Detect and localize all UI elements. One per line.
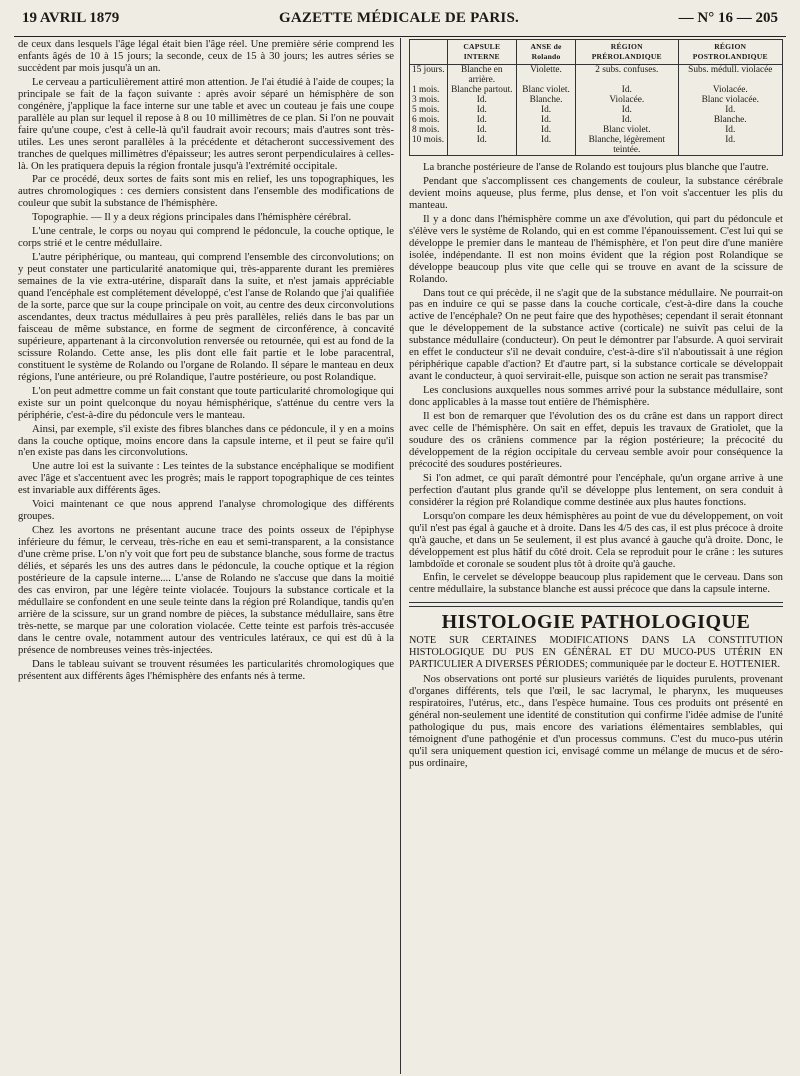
table-cell: Id.: [447, 115, 516, 125]
table-cell: Id.: [517, 115, 576, 125]
paragraph: Il y a donc dans l'hémisphère comme un axe d'évolution, qui part du pédoncule et s'élève vers le système de Rolando, qui en est comme l'épanouissement. C'est lui qui se développe le premier dans le manteau de l'hémisphère, et l'on peut dire d'une manière isolée, indépendante. Il est non moins évident que la région post Rolandique se développe beaucoup plus vite que celle qui se trouve en avant de la scissure de Rolando.: [409, 213, 783, 285]
table-cell: Id.: [447, 135, 516, 156]
paragraph: Le cerveau a particulièrement attiré mon attention. Je l'ai étudié à l'aide de coupes; la principale se fait de la façon suivante : après avoir séparé un hémisphère de son congénère, j'applique la face interne sur une table et avec un couteau je fais une coupe parallèle au plan sur lequel il repose à 8 ou 10 millimètres de ce plan. Si l'on ne pouvait faire qu'une coupe, c'est à celle-là qu'il faudrait avoir recours; mais d'autres sont très-utiles. Les unes seront parallèles à la précédente et détacheront successivement des tranches de quelques millimètres d'épaisseur; les autres seront perpendiculaires à celles-là. On les pratiquera depuis la région frontale jusqu'à l'extrémité occipitale.: [18, 76, 394, 172]
column-divider: [400, 38, 401, 1074]
paragraph: Si l'on admet, ce qui paraît démontré pour l'encéphale, qu'un organe arrive à une perfection d'autant plus grande qu'il se développe plus lentement, on sera conduit à considérer la région pré Rolandique comme destinée aux plus hautes fonctions.: [409, 472, 783, 508]
paragraph: Les conclusions auxquelles nous sommes arrivé pour la substance médullaire, sont donc applicables à la masse tout entière de l'hémisphère.: [409, 385, 783, 409]
table-cell: Blanche.: [678, 115, 783, 125]
table-header: CAPSULE INTERNE: [447, 40, 516, 65]
paragraph: Pendant que s'accomplissent ces changements de couleur, la substance cérébrale devient moins aqueuse, plus ferme, plus dense, et l'on voit s'accentuer les plis du manteau.: [409, 175, 783, 211]
table-cell: 15 jours.: [410, 65, 448, 86]
paragraph: Voici maintenant ce que nous apprend l'analyse chromologique des différents groupes.: [18, 499, 394, 523]
table-header: [410, 40, 448, 65]
paragraph: Par ce procédé, deux sortes de faits sont mis en relief, les uns topographiques, les autres chromologiques : ces derniers consistent dans l'ensemble des modifications de couleur que subit la substance de l'hémisphère.: [18, 174, 394, 210]
table-row: [410, 125, 783, 135]
right-column: [409, 39, 783, 772]
table-cell: Id.: [447, 95, 516, 105]
paragraph: Enfin, le cervelet se développe beaucoup plus rapidement que le cerveau. Dans son centre médullaire, la substance blanche est aussi précoce que dans la capsule interne.: [409, 572, 783, 596]
paragraph: Dans le tableau suivant se trouvent résumées les particularités chromologiques que présentent aux différents âges l'hémisphère des enfants nés à terme.: [18, 658, 394, 682]
paragraph: Chez les avortons ne présentant aucune trace des points osseux de l'épiphyse inférieure du fémur, le cerveau, très-riche en eau et semi-transparent, a la consistance d'une crème prise. L'on n'y voit que fort peu de substance blanche, sous forme de tractus déliés, et séparés les uns des autres dans le pédoncule, la couche optique et la région postérieure de la capsule interne.... L'anse de Rolando ne s'accuse que dans la moitié des cas environ, par une légère teinte violacée. Toujours la substance corticale et la médullaire se confondent en une seule teinte dans la région pré Rolandique, tandis qu'en arrière de la scissure, sur un grand nombre de pièces, la substance médullaire, sans être très-nette, se marque par une coloration violacée. Cette teinte est parfois très-accusée dans le centre ovale, notamment autour des ventricules latéraux, ce qui est dû à la présence de nombreuses veines très-injectées.: [18, 525, 394, 656]
table-cell: Blanche, légèrement teintée.: [576, 135, 678, 156]
table-cell: Violacée.: [678, 85, 783, 95]
table-cell: Id.: [678, 125, 783, 135]
section-title: HISTOLOGIE PATHOLOGIQUE: [441, 611, 751, 634]
table-cell: Id.: [678, 105, 783, 115]
paragraph: de ceux dans lesquels l'âge légal était bien l'âge réel. Une première série comprend les enfants âgés de 10 à 15 jours; la seconde, ceux de 15 à 30 jours; les autres séries se succèdent par mois jusqu'à un an.: [18, 39, 394, 74]
table-cell: 1 mois.: [410, 85, 448, 95]
paragraph: La branche postérieure de l'anse de Rolando est toujours plus blanche que l'autre.: [423, 162, 769, 173]
table-cell: 3 mois.: [410, 95, 448, 105]
table-cell: 10 mois.: [410, 135, 448, 156]
table-cell: 6 mois.: [410, 115, 448, 125]
table-header: RÉGION PRÉROLANDIQUE: [576, 40, 678, 65]
section-paragraphs: [409, 674, 783, 770]
journal-title: GAZETTE MÉDICALE DE PARIS.: [278, 10, 519, 26]
right-paragraphs: [409, 162, 783, 596]
table-cell: 2 subs. confuses.: [576, 65, 678, 86]
table-cell: Id.: [576, 105, 678, 115]
paragraph: L'une centrale, le corps ou noyau qui comprend le pédoncule, la couche optique, le corps strié et le centre médullaire.: [18, 226, 394, 250]
table-cell: Blanche partout.: [447, 85, 516, 95]
header-date: 19 AVRIL 1879: [22, 10, 120, 26]
table-cell: Subs. médull. violacée: [678, 65, 783, 86]
table-row: [410, 65, 783, 86]
table-header: ANSE de Rolando: [517, 40, 576, 65]
table-row: [410, 105, 783, 115]
table-row: [410, 115, 783, 125]
paragraph: Une autre loi est la suivante : Les teintes de la substance encéphalique se modifient avec l'âge et s'accentuent avec les progrès; mais le rapport topographique de ces teintes est invariable aux différents âges.: [18, 461, 394, 497]
chromology-table: [409, 39, 783, 156]
table-cell: Id.: [517, 125, 576, 135]
issue-number: — N° 16 —: [678, 10, 752, 26]
table-row: [410, 135, 783, 156]
table-cell: 5 mois.: [410, 105, 448, 115]
table-cell: 8 mois.: [410, 125, 448, 135]
table-cell: Blanche en arrière.: [447, 65, 516, 86]
table-cell: Blanc violet.: [517, 85, 576, 95]
table-cell: Violacée.: [576, 95, 678, 105]
page-number: 205: [755, 10, 778, 26]
paragraph: Topographie. — Il y a deux régions principales dans l'hémisphère cérébral.: [32, 212, 352, 224]
table-cell: Id.: [678, 135, 783, 156]
table-cell: Violette.: [517, 65, 576, 86]
table-header: RÉGION POSTROLANDIQUE: [678, 40, 783, 65]
table-cell: Id.: [517, 105, 576, 115]
section-separator: [409, 602, 783, 607]
paragraph: Nos observations ont porté sur plusieurs variétés de liquides purulents, provenant d'organes différents, tels que l'œil, le sac lacrymal, le pharynx, les muqueuses respiratoires, l'utérus, etc., dans l'espèce humaine. Tous ces produits ont présenté en général non-seulement une identité de constitution qui confirme l'idée admise de l'unité pathologique du pus, mais encore des variations élémentaires semblables, qui témoignent d'une pathogénie et d'un processus communs. C'est du muco-pus utérin qu'il sera uniquement question ici, envisagé comme un mélange de mucus et de séro-pus ordinaire,: [409, 674, 783, 769]
table-cell: Blanc violacée.: [678, 95, 783, 105]
paragraph: Dans tout ce qui précède, il ne s'agit que de la substance médullaire. Ne pourrait-on pas en induire ce qui se passe dans la couche corticale, c'est-à-dire dans la couche active de l'encéphale? On ne peut faire que des hypothèses; cependant il serait étonnant que le développement de la substance active (corticale) ne suivît pas celui de la substance médullaire (conducteur). On peut le démontrer par l'absurde. A quoi servirait en effet le conducteur s'il ne devait conduire, c'est-à-dire s'il n'aboutissait à une région périphérique capable d'action? Et d'autre part, si la substance corticale se développait avant le conducteur, à quoi servirait-elle, puisque son action ne serait pas transmise?: [409, 287, 783, 383]
table-cell: Blanc violet.: [576, 125, 678, 135]
table-cell: Blanche.: [517, 95, 576, 105]
table-cell: Id.: [517, 135, 576, 156]
table-cell: Id.: [576, 115, 678, 125]
table-cell: Id.: [576, 85, 678, 95]
left-column: [18, 39, 394, 685]
paragraph: Ainsi, par exemple, s'il existe des fibres blanches dans ce pédoncule, il y en a moins dans la couche optique, moins encore dans la capsule interne, et il peut se faire qu'il n'en existe pas dans les circonvolutions.: [18, 423, 394, 459]
paragraph: L'on peut admettre comme un fait constant que toute particularité chromologique qui existe sur un point quelconque du noyau hémisphérique, s'atténue du centre vers la périphérie, c'est-à-dire du pédoncule vers le manteau.: [18, 385, 394, 421]
paragraph: Il est bon de remarquer que l'évolution des os du crâne est dans un rapport direct avec celle de l'hémisphère. On sait en effet, depuis les travaux de Gratiolet, que la soudure des os crâniens commence par la région postérieure; la précocité du développement de la région occipitale du cerveau semble avoir pour conséquence la précocité des soudures postérieures.: [409, 411, 783, 470]
article-subtitle: NOTE SUR CERTAINES MODIFICATIONS DANS LA CONSTITUTION HISTOLOGIQUE DU PUS EN GÉNÉRAL ET DU MUCO-PUS UTÉRIN EN PARTICULIER A DIVERSES PÉRIODES; communiquée par le docteur E. HOTTENIER.: [409, 635, 783, 670]
page-header: [22, 10, 778, 34]
table-cell: Id.: [447, 125, 516, 135]
paragraph: L'autre périphérique, ou manteau, qui comprend l'ensemble des circonvolutions; on y peut constater une particularité anatomique qui, très-apparente durant les premières semaines de la vie extra-utérine, disparaît dans la suite, et n'est jamais appréciable quand l'encéphale est complétement développé, c'est l'anse de Rolando que j'ai qualifiée de la sorte, parce que sur la coupe principale on voit, au centre des deux circonvolutions ascendantes, deux tractus médullaires à peu près parallèles, reliés dans le bas par un faisceau de même substance, en forme de segment de circonférence, à concavité supérieure, appartenant à la circonvolution renversée ou retournée, qui est au fond de la scissure Rolando. Cette anse, les plis dont elle fait partie et le lobe paracentral, constituent le système de Rolando ou l'organe de Rolando. Il sépare le manteau en deux régions, l'une antérieure, ou pré Rolandique, l'autre postérieure, ou post Rolandique.: [18, 252, 394, 383]
issue-page: [679, 10, 778, 27]
table-cell: Id.: [447, 105, 516, 115]
paragraph: Lorsqu'on compare les deux hémisphères au point de vue du développement, on voit qu'il n'est pas égal à gauche et à droite. Dans les 4/5 des cas, il est plus précoce à droite qu'à gauche, et dans un 5e seulement, il est plus avancé à gauche qu'à droite. Donc, le développement est plus hâtif du côté droit. Cela se reproduit pour le crâne : les sutures lambdoïde et coronale se soudent plus tôt à droite qu'à gauche.: [409, 510, 783, 570]
table-row: [410, 95, 783, 105]
table-row: [410, 85, 783, 95]
header-rule: [14, 36, 786, 37]
